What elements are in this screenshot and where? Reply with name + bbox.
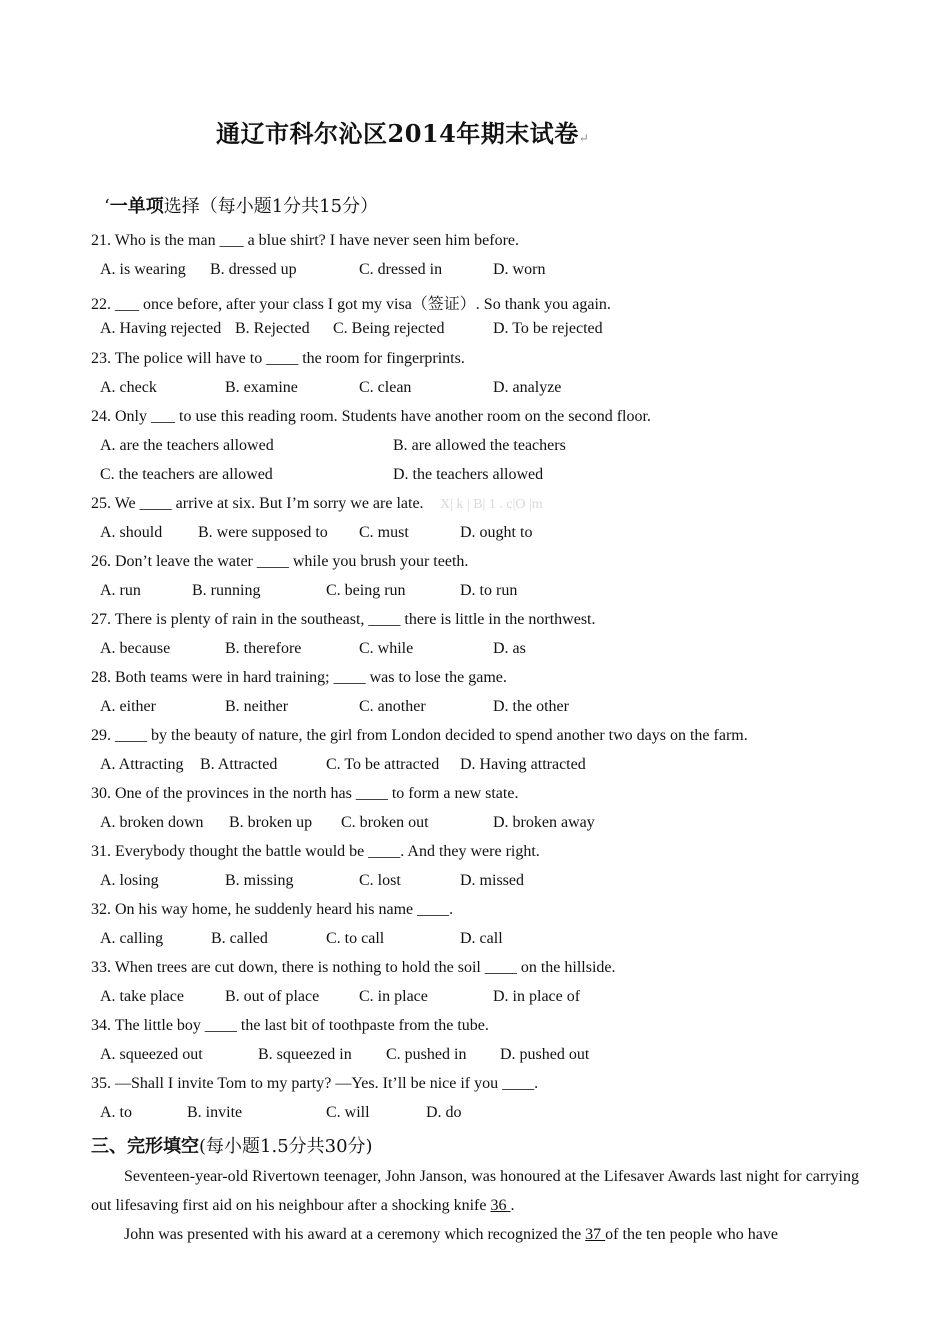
question-stem: 28. Both teams were in hard training; ____ was to lose the game.: [91, 669, 507, 686]
question-stem: 27. There is plenty of rain in the southeast, ____ there is little in the northwest.: [91, 611, 596, 628]
passage-text: of the ten people who have: [605, 1226, 778, 1243]
answer-option: D. pushed out: [500, 1046, 590, 1063]
answer-option: C. being run: [326, 582, 406, 599]
answer-option: B. Rejected: [235, 320, 310, 337]
answer-option: C. to call: [326, 930, 385, 947]
answer-option: B. neither: [225, 698, 289, 715]
answer-option: D. to run: [460, 582, 518, 599]
passage-text: John was presented with his award at a ceremony which recognized the: [124, 1226, 586, 1243]
question-stem: 33. When trees are cut down, there is nothing to hold the soil ____ on the hillside.: [91, 959, 616, 976]
answer-option: B. dressed up: [210, 261, 297, 278]
section3-heading-rest: (每小题1.5分共30分): [199, 1136, 373, 1157]
answer-option: C. will: [326, 1104, 370, 1121]
answer-option: D. ought to: [460, 524, 533, 541]
answer-option: D. To be rejected: [493, 320, 603, 337]
blank-37: 37: [585, 1226, 606, 1243]
question-stem: 35. —Shall I invite Tom to my party? —Yes. It’ll be nice if you ____.: [91, 1075, 539, 1092]
page-title: [216, 114, 589, 149]
section-bullet: ‘: [104, 196, 110, 217]
watermark-text: X| k | B| 1 . c|O |m: [440, 497, 543, 512]
answer-option: C. while: [359, 640, 414, 657]
passage-text: Seventeen-year-old Rivertown teenager, John Janson, was honoured at the Lifesaver Awards last night for carrying out lifesaving first aid on his neighbour after a shocking knife: [91, 1168, 859, 1214]
answer-option: C. broken out: [341, 814, 429, 831]
title-text: 通辽市科尔沁区2014年期末试卷: [216, 119, 579, 148]
answer-option: D. in place of: [493, 988, 581, 1005]
section-heading-3: [91, 1132, 373, 1158]
answer-option: C. dressed in: [359, 261, 443, 278]
answer-option: B. therefore: [225, 640, 302, 657]
answer-option: A. either: [100, 698, 156, 715]
section-heading-bold: 一单项: [109, 196, 164, 217]
question-stem: 32. On his way home, he suddenly heard his name ____.: [91, 901, 454, 918]
answer-option: C. must: [359, 524, 409, 541]
answer-option: B. broken up: [229, 814, 313, 831]
answer-option: A. run: [100, 582, 141, 599]
question-stem: 23. The police will have to ____ the room for fingerprints.: [91, 350, 465, 367]
answer-option: B. are allowed the teachers: [393, 437, 566, 454]
question-stem: 22. ___ once before, after your class I got my visa（签证）. So thank you again.: [91, 296, 611, 313]
passage-paragraph-2: [91, 1220, 859, 1249]
answer-option: A. are the teachers allowed: [100, 437, 274, 454]
answer-option: D. worn: [493, 261, 546, 278]
answer-option: D. as: [493, 640, 526, 657]
answer-option: A. because: [100, 640, 171, 657]
answer-option: C. lost: [359, 872, 401, 889]
question-stem: 26. Don’t leave the water ____ while you brush your teeth.: [91, 553, 469, 570]
answer-option: A. take place: [100, 988, 184, 1005]
answer-option: C. in place: [359, 988, 428, 1005]
answer-option: A. is wearing: [100, 261, 186, 278]
passage-text: .: [510, 1197, 515, 1214]
question-stem: 34. The little boy ____ the last bit of toothpaste from the tube.: [91, 1017, 489, 1034]
return-mark: ↵: [578, 131, 590, 145]
answer-option: C. To be attracted: [326, 756, 440, 773]
answer-option: A. should: [100, 524, 163, 541]
answer-option: C. another: [359, 698, 426, 715]
answer-option: D. analyze: [493, 379, 562, 396]
answer-option: B. out of place: [225, 988, 320, 1005]
question-stem: 25. We ____ arrive at six. But I’m sorry we are late.: [91, 495, 424, 512]
question-stem: 21. Who is the man ___ a blue shirt? I have never seen him before.: [91, 232, 520, 249]
answer-option: D. the other: [493, 698, 569, 715]
answer-option: D. missed: [460, 872, 524, 889]
answer-option: D. Having attracted: [460, 756, 586, 773]
question-stem: 31. Everybody thought the battle would be ____. And they were right.: [91, 843, 540, 860]
answer-option: C. Being rejected: [333, 320, 445, 337]
answer-option: D. do: [426, 1104, 462, 1121]
answer-option: B. were supposed to: [198, 524, 328, 541]
answer-option: D. broken away: [493, 814, 595, 831]
blank-36: 36: [490, 1197, 511, 1214]
answer-option: B. called: [211, 930, 268, 947]
answer-option: B. squeezed in: [258, 1046, 352, 1063]
answer-option: B. invite: [187, 1104, 243, 1121]
answer-option: C. clean: [359, 379, 412, 396]
answer-option: B. Attracted: [200, 756, 278, 773]
answer-option: D. the teachers allowed: [393, 466, 544, 483]
answer-option: A. check: [100, 379, 157, 396]
answer-option: C. pushed in: [386, 1046, 467, 1063]
section-heading-1: [104, 192, 378, 218]
answer-option: B. examine: [225, 379, 298, 396]
answer-option: B. running: [192, 582, 261, 599]
answer-option: C. the teachers are allowed: [100, 466, 273, 483]
section3-heading-bold: 三、完形填空: [91, 1136, 199, 1157]
answer-option: A. calling: [100, 930, 164, 947]
question-stem: 30. One of the provinces in the north has ____ to form a new state.: [91, 785, 519, 802]
section-heading-rest: 选择（每小题1分共15分）: [163, 196, 379, 217]
answer-option: A. squeezed out: [100, 1046, 203, 1063]
answer-option: A. to: [100, 1104, 132, 1121]
passage-paragraph-1: [91, 1162, 859, 1220]
question-stem: 29. ____ by the beauty of nature, the girl from London decided to spend another two days on the farm.: [91, 727, 748, 744]
answer-option: A. Attracting: [100, 756, 184, 773]
answer-option: A. broken down: [100, 814, 204, 831]
answer-option: A. Having rejected: [100, 320, 222, 337]
question-stem: 24. Only ___ to use this reading room. Students have another room on the second floor.: [91, 408, 651, 425]
answer-option: A. losing: [100, 872, 159, 889]
answer-option: B. missing: [225, 872, 294, 889]
answer-option: D. call: [460, 930, 503, 947]
